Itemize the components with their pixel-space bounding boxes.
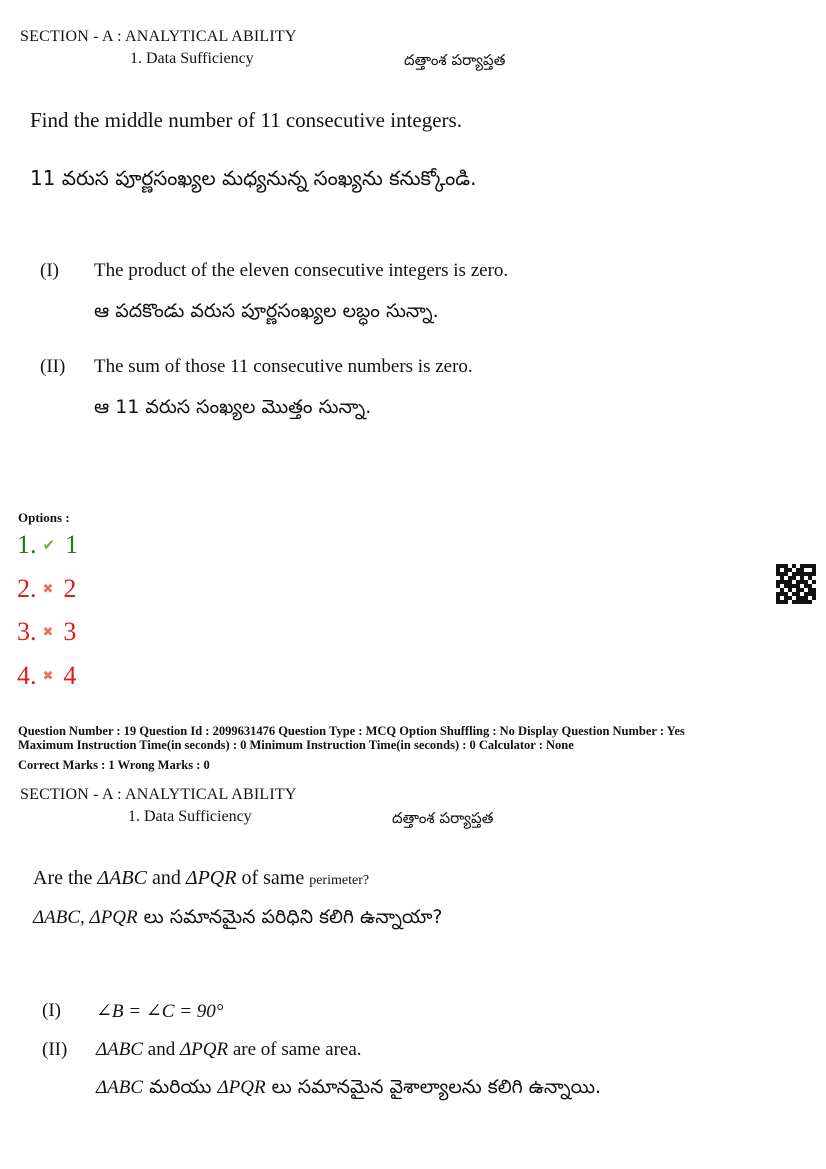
statement-2-english bbox=[96, 1039, 362, 1061]
statement-2-telugu: ఆ 11 వరుస సంఖ్యల మొత్తం సున్నా. bbox=[94, 396, 372, 418]
cross-icon: ✖ bbox=[42, 581, 54, 597]
option-3 bbox=[17, 617, 76, 647]
option-4 bbox=[17, 661, 76, 691]
triangle-abc: ΔABC bbox=[96, 1077, 144, 1098]
option-value: 2 bbox=[63, 574, 77, 603]
options-heading: Options : bbox=[18, 510, 70, 525]
question-meta-line-1: Question Number : 19 Question Id : 2099631476 Question Type : MCQ Option Shuffling : No Display Question Number : Yes bbox=[18, 724, 685, 738]
check-icon: ✔ bbox=[42, 536, 56, 554]
text: and bbox=[146, 867, 186, 889]
statement-label: (II) bbox=[42, 1039, 68, 1060]
text: and bbox=[143, 1039, 180, 1060]
question-text-english: Find the middle number of 11 consecutive integers. bbox=[30, 108, 462, 132]
option-2 bbox=[17, 574, 76, 604]
qr-code-icon bbox=[776, 564, 816, 604]
option-value: 3 bbox=[63, 617, 77, 646]
option-number: 1. bbox=[17, 530, 37, 559]
statement-label: (II) bbox=[40, 356, 66, 377]
option-number: 3. bbox=[17, 617, 37, 646]
option-value: 1 bbox=[65, 530, 79, 559]
text: are of same area. bbox=[228, 1039, 362, 1060]
triangles-math: ΔABC, ΔPQR bbox=[33, 907, 138, 928]
option-value: 4 bbox=[63, 661, 77, 690]
text: of same bbox=[236, 867, 310, 889]
statement-2-english: The sum of those 11 consecutive numbers is zero. bbox=[94, 356, 473, 377]
triangle-abc: ΔABC bbox=[97, 867, 147, 889]
statement-1-telugu: ఆ పదకొండు వరుస పూర్ణసంఖ్యల లబ్ధం సున్నా. bbox=[94, 300, 439, 322]
option-1 bbox=[17, 530, 78, 560]
statement-label: (I) bbox=[42, 1000, 61, 1021]
statement-1-math: ∠B = ∠C = 90° bbox=[96, 1001, 224, 1022]
triangle-pqr: ΔPQR bbox=[185, 867, 237, 889]
cross-icon: ✖ bbox=[42, 668, 54, 684]
option-number: 4. bbox=[17, 661, 37, 690]
cross-icon: ✖ bbox=[42, 624, 54, 640]
triangle-pqr: ΔPQR bbox=[217, 1077, 266, 1098]
subsection-title: 1. Data Sufficiency bbox=[128, 808, 252, 825]
subsection-title-telugu: దత్తాంశ పర్యాప్తత bbox=[404, 51, 506, 69]
text: perimeter? bbox=[309, 873, 370, 888]
subsection-title-telugu: దత్తాంశ పర్యాప్తత bbox=[392, 809, 494, 827]
question-text-telugu: 11 వరుస పూర్ణసంఖ్యల మధ్యనున్న సంఖ్యను కనుక్కోండి. bbox=[30, 166, 477, 190]
triangle-pqr: ΔPQR bbox=[179, 1039, 229, 1060]
text: Are the bbox=[33, 867, 98, 889]
text: లు సమానమైన వైశాల్యాలను కలిగి ఉన్నాయి. bbox=[265, 1076, 602, 1098]
section-title: SECTION - A : ANALYTICAL ABILITY bbox=[20, 28, 297, 45]
question-text-english bbox=[33, 867, 369, 890]
text: లు సమానమైన పరిధిని కలిగి ఉన్నాయా? bbox=[137, 906, 443, 928]
question-meta-line-3: Correct Marks : 1 Wrong Marks : 0 bbox=[18, 758, 210, 772]
section-title: SECTION - A : ANALYTICAL ABILITY bbox=[20, 786, 297, 803]
question-text-telugu bbox=[33, 906, 443, 933]
text: మరియు bbox=[143, 1076, 218, 1098]
option-number: 2. bbox=[17, 574, 37, 603]
question-meta-line-2: Maximum Instruction Time(in seconds) : 0 Minimum Instruction Time(in seconds) : 0 Calculator : None bbox=[18, 738, 574, 752]
triangle-abc: ΔABC bbox=[96, 1039, 144, 1060]
statement-1-english: The product of the eleven consecutive integers is zero. bbox=[94, 260, 509, 281]
subsection-title: 1. Data Sufficiency bbox=[130, 50, 254, 67]
statement-2-telugu bbox=[96, 1076, 601, 1103]
statement-label: (I) bbox=[40, 260, 59, 281]
